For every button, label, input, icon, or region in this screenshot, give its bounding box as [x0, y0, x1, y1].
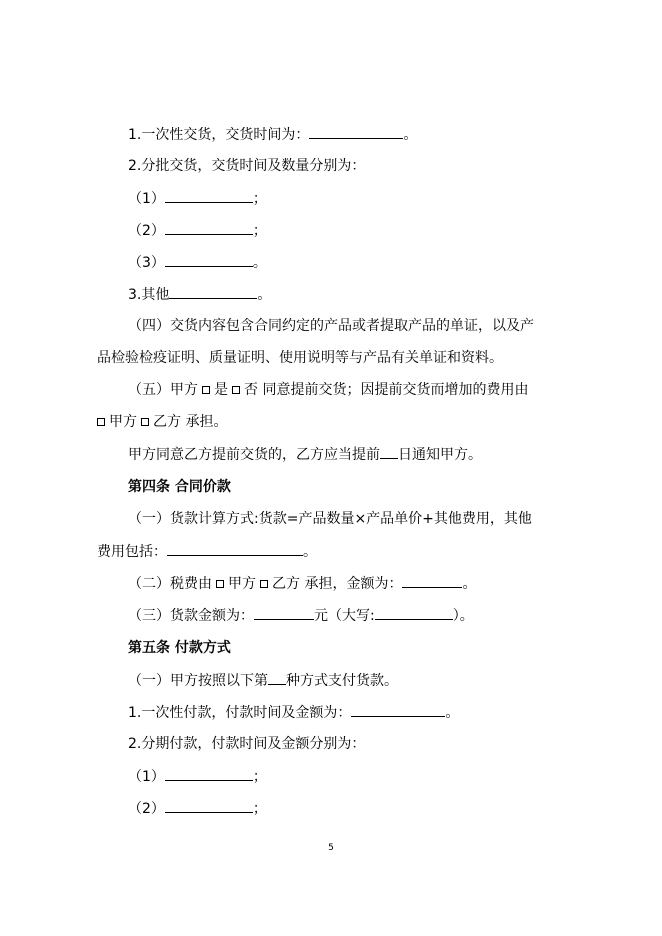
early-delivery-line-2: [97, 412, 227, 432]
installment-item-2: [128, 798, 267, 819]
text: ；: [252, 223, 267, 239]
fill-blank[interactable]: [268, 670, 286, 685]
fill-blank[interactable]: [254, 605, 314, 620]
fill-blank[interactable]: [165, 252, 253, 267]
page-number: 5: [328, 843, 334, 853]
text: 同意提前交货；因提前交货而增加的费用由: [258, 382, 529, 398]
text: ）。: [452, 608, 474, 624]
text: 甲方同意乙方提前交货的，乙方应当提前: [128, 447, 380, 463]
text: 否: [244, 382, 258, 398]
text: 乙方: [272, 576, 300, 592]
text: （一）货款计算方式:货款=产品数量×产品单价+其他费用，其他: [128, 511, 532, 527]
delivery-content-line-2: [97, 348, 503, 368]
checkbox-party-a[interactable]: [216, 580, 224, 588]
payment-lump-sum-line: [128, 702, 459, 723]
text: 是: [214, 382, 228, 398]
text: （1）: [128, 191, 165, 207]
text: 。: [445, 705, 460, 721]
fill-blank[interactable]: [165, 766, 253, 781]
early-delivery-line-1: [128, 380, 528, 400]
text: 元（大写:: [314, 608, 375, 624]
price-calc-line-1: [128, 509, 532, 529]
section-heading-5: [128, 638, 231, 658]
fill-blank[interactable]: [351, 702, 445, 717]
text: ；: [252, 769, 267, 785]
text: 承担，金额为：: [300, 576, 403, 592]
checkbox-party-a[interactable]: [97, 418, 105, 426]
fill-blank[interactable]: [165, 798, 253, 813]
text: （2）: [128, 801, 165, 817]
delivery-content-line-1: [128, 316, 534, 336]
text: 2.分批交货，交货时间及数量分别为：: [128, 158, 366, 174]
fill-blank[interactable]: [169, 284, 257, 299]
text: 甲方: [109, 414, 137, 430]
text: 品检验检疫证明、质量证明、使用说明等与产品有关单证和资料。: [97, 350, 503, 366]
text: 第四条 合同价款: [128, 479, 231, 495]
text: 。: [462, 576, 477, 592]
price-calc-line-2: [97, 541, 317, 562]
text: 。: [257, 287, 272, 303]
checkbox-yes[interactable]: [202, 386, 210, 394]
checkbox-no[interactable]: [232, 386, 240, 394]
text: 。: [303, 544, 317, 560]
fill-blank[interactable]: [165, 220, 253, 235]
fill-blank[interactable]: [380, 444, 398, 459]
text: 2.分期付款，付款时间及金额分别为：: [128, 736, 366, 752]
fill-blank[interactable]: [309, 124, 403, 139]
text: ；: [252, 801, 267, 817]
checkbox-party-b[interactable]: [260, 580, 268, 588]
fill-blank[interactable]: [167, 541, 303, 556]
text: （3）: [128, 255, 165, 271]
text: （一）甲方按照以下第: [128, 673, 268, 689]
tax-line: [128, 573, 476, 594]
text: 承担。: [181, 414, 228, 430]
section-heading-4: [128, 477, 231, 497]
batch-item-2: [128, 220, 267, 241]
delivery-batch-line: [128, 156, 365, 176]
fill-blank[interactable]: [402, 573, 462, 588]
text: （三）货款金额为：: [128, 608, 254, 624]
text: 甲方: [228, 576, 256, 592]
text: （二）税费由: [128, 576, 212, 592]
text: 。: [403, 127, 418, 143]
text: （五）甲方: [128, 382, 198, 398]
text: 1.一次性交货，交货时间为：: [128, 127, 310, 143]
batch-item-3: [128, 252, 267, 273]
fill-blank[interactable]: [375, 605, 453, 620]
text: 日通知甲方。: [398, 447, 482, 463]
text: （四）交货内容包含合同约定的产品或者提取产品的单证，以及产: [128, 318, 534, 334]
text: 1.一次性付款，付款时间及金额为：: [128, 705, 352, 721]
checkbox-party-b[interactable]: [141, 418, 149, 426]
payment-method-line: [128, 670, 398, 691]
delivery-lump-sum-line: [128, 124, 417, 145]
payment-installment-line: [128, 734, 365, 754]
fill-blank[interactable]: [165, 188, 253, 203]
text: 乙方: [153, 414, 181, 430]
text: （2）: [128, 223, 165, 239]
text: 3.其他: [128, 287, 170, 303]
text: 费用包括：: [97, 544, 167, 560]
amount-line: [128, 605, 474, 626]
text: （1）: [128, 769, 165, 785]
delivery-other-line: [128, 284, 271, 305]
text: 。: [252, 255, 267, 271]
advance-notice-line: [128, 444, 482, 465]
text: 第五条 付款方式: [128, 640, 231, 656]
batch-item-1: [128, 188, 267, 209]
installment-item-1: [128, 766, 267, 787]
text: 种方式支付货款。: [286, 673, 398, 689]
text: ；: [252, 191, 267, 207]
